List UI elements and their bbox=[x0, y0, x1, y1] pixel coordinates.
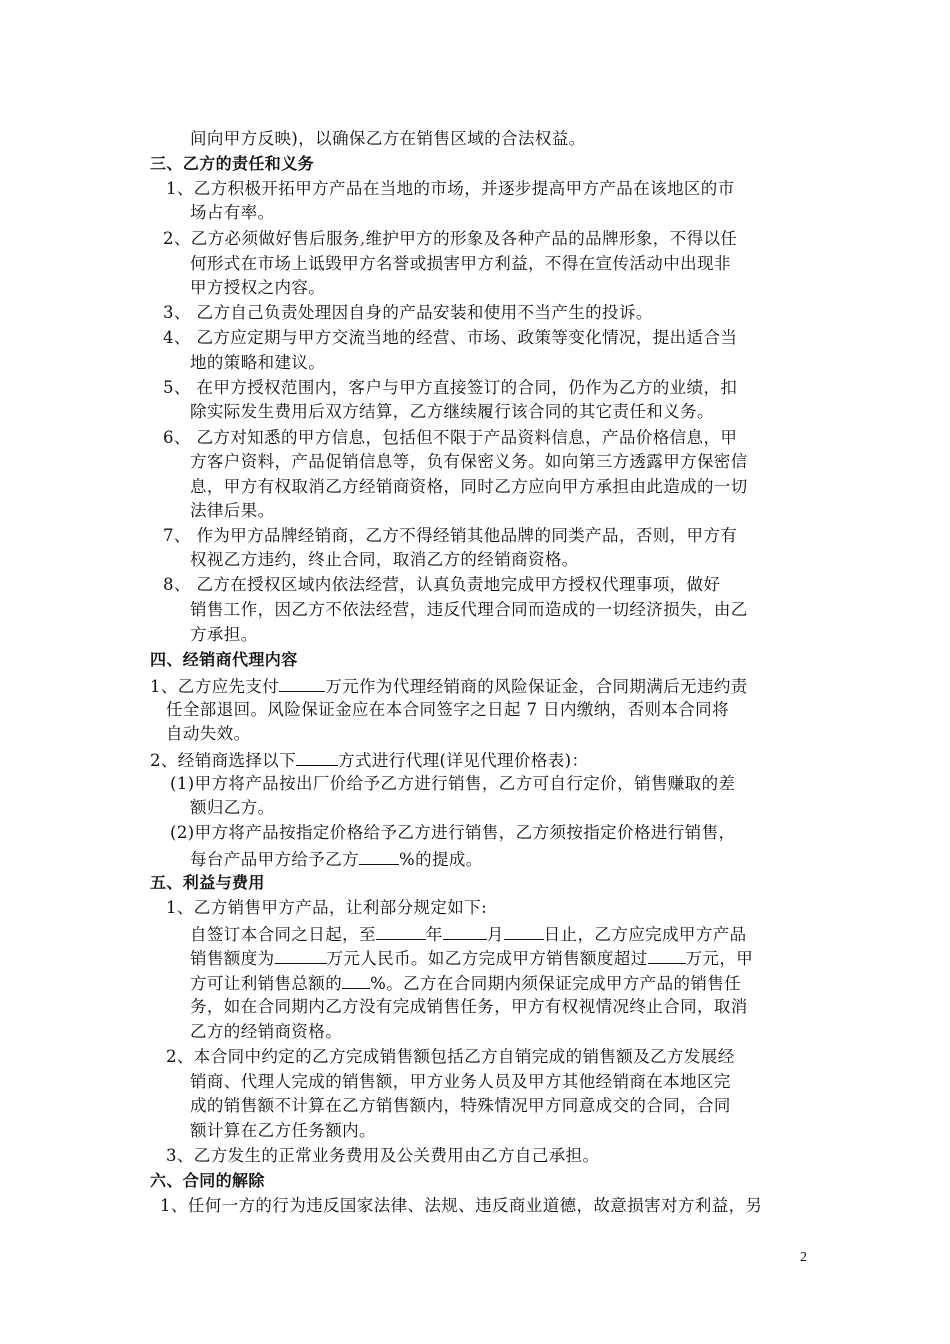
section-heading-3: 三、乙方的责任和义务 bbox=[150, 154, 315, 173]
text-span: 维护甲方的形象及各种产品的品牌形象，不得以任 bbox=[365, 229, 738, 248]
text-span: 2、乙方必须做好售后服务 bbox=[163, 229, 360, 248]
text-span: 万元作为代理经销商的风险保证金，合同期满后无违约责 bbox=[325, 677, 748, 696]
red-comma: , bbox=[359, 229, 366, 248]
text-line: (1)甲方将产品按出厂价给予乙方进行销售，乙方可自行定价，销售赚取的差 bbox=[170, 774, 736, 793]
text-line: 7、 作为甲方品牌经销商，乙方不得经销其他品牌的同类产品，否则，甲方有 bbox=[163, 526, 738, 545]
fill-in-blank bbox=[648, 946, 686, 964]
section-heading-4: 四、经销商代理内容 bbox=[150, 650, 298, 669]
fill-in-blank bbox=[296, 748, 338, 766]
text-line: 务，如在合同期内乙方没有完成销售任务，甲方有权视情况终止合同，取消 bbox=[190, 997, 748, 1016]
text-span: 万元，甲 bbox=[685, 949, 754, 968]
text-line: 额归乙方。 bbox=[190, 798, 275, 817]
text-line: 任全部退回。风险保证金应在本合同签字之日起 7 日内缴纳，否则本合同将 bbox=[166, 700, 729, 719]
text-span: 1、乙方应先支付 bbox=[150, 677, 280, 696]
text-line bbox=[190, 946, 753, 970]
fill-in-blank bbox=[504, 922, 544, 940]
text-line: 自动失效。 bbox=[166, 724, 251, 743]
text-line: 3、 乙方自己负责处理因自身的产品安装和使用不当产生的投诉。 bbox=[163, 303, 653, 322]
text-span: 方可让利销售总额的 bbox=[190, 974, 343, 993]
text-span: 2、经销商选择以下 bbox=[150, 751, 297, 770]
text-line: 2、本合同中约定的乙方完成销售额包括乙方自销完成的销售额及乙方发展经 bbox=[166, 1047, 735, 1066]
text-line: 方客户资料，产品促销信息等，负有保密义务。如向第三方透露甲方保密信 bbox=[190, 452, 748, 471]
text-span: %。乙方在合同期内须保证完成甲方产品的销售任 bbox=[370, 974, 742, 993]
fill-in-blank bbox=[376, 922, 426, 940]
text-line: 法律后果。 bbox=[190, 501, 275, 520]
text-span: 年 bbox=[425, 925, 443, 944]
fill-in-blank bbox=[275, 946, 327, 964]
text-line: 8、 乙方在授权区域内依法经营，认真负责地完成甲方授权代理事项，做好 bbox=[163, 575, 721, 594]
text-line: (2)甲方将产品按指定价格给予乙方进行销售，乙方须按指定价格进行销售， bbox=[170, 823, 736, 842]
text-span: 销售额度为 bbox=[190, 949, 275, 968]
section-heading-6: 六、合同的解除 bbox=[150, 1171, 265, 1190]
section-heading-5: 五、利益与费用 bbox=[150, 873, 265, 892]
text-line: 销商、代理人完成的销售额，甲方业务人员及甲方其他经销商在本地区完 bbox=[190, 1072, 731, 1091]
text-line: 4、 乙方应定期与甲方交流当地的经营、市场、政策等变化情况，提出适合当 bbox=[163, 328, 738, 347]
text-line bbox=[150, 674, 748, 698]
text-span: 方式进行代理(详见代理价格表)： bbox=[338, 751, 589, 770]
text-line: 甲方授权之内容。 bbox=[190, 278, 326, 297]
text-span: 万元人民币。如乙方完成甲方销售额度超过 bbox=[326, 949, 648, 968]
text-line: 何形式在市场上诋毁甲方名誉或损害甲方利益，不得在宣传活动中出现非 bbox=[190, 254, 731, 273]
text-line: 1、乙方销售甲方产品，让利部分规定如下: bbox=[166, 898, 488, 917]
text-line: 方承担。 bbox=[190, 625, 258, 644]
text-line: 地的策略和建议。 bbox=[190, 353, 326, 372]
text-line: 成的销售额不计算在乙方销售额内，特殊情况甲方同意成交的合同，合同 bbox=[190, 1096, 731, 1115]
text-line: 6、 乙方对知悉的甲方信息，包括但不限于产品资料信息，产品价格信息，甲 bbox=[163, 428, 738, 447]
text-line: 乙方的经销商资格。 bbox=[190, 1022, 343, 1041]
text-span: 月 bbox=[486, 925, 504, 944]
text-line: 5、 在甲方授权范围内，客户与甲方直接签订的合同，仍作为乙方的业绩，扣 bbox=[163, 378, 738, 397]
text-line: 1、任何一方的行为违反国家法律、法规、违反商业道德，故意损害对方利益，另 bbox=[160, 1196, 763, 1215]
fill-in-blank bbox=[279, 674, 325, 692]
text-span: 日止，乙方应完成甲方产品 bbox=[543, 925, 747, 944]
text-line: 除实际发生费用后双方结算，乙方继续履行该合同的其它责任和义务。 bbox=[190, 402, 714, 421]
text-span: 每台产品甲方给予乙方 bbox=[190, 850, 359, 869]
text-line: 1、乙方积极开拓甲方产品在当地的市场，并逐步提高甲方产品在该地区的市 bbox=[166, 179, 735, 198]
text-line bbox=[190, 922, 747, 946]
text-line: 权视乙方违约，终止合同，取消乙方的经销商资格。 bbox=[190, 550, 579, 569]
text-span: 自签订本合同之日起，至 bbox=[190, 925, 376, 944]
text-line: 场占有率。 bbox=[190, 203, 275, 222]
fill-in-blank bbox=[359, 847, 399, 865]
text-line: 额计算在乙方任务额内。 bbox=[190, 1121, 376, 1140]
fill-in-blank bbox=[443, 922, 487, 940]
text-span: %的提成。 bbox=[399, 850, 483, 869]
text-line: 息，甲方有权取消乙方经销商资格，同时乙方应向甲方承担由此造成的一切 bbox=[190, 477, 748, 496]
text-line bbox=[150, 748, 588, 772]
text-line: 销售工作，因乙方不依法经营，违反代理合同而造成的一切经济损失，由乙 bbox=[190, 600, 748, 619]
text-line bbox=[190, 847, 483, 871]
text-line: 3、乙方发生的正常业务费用及公关费用由乙方自己承担。 bbox=[166, 1146, 600, 1165]
text-line bbox=[190, 971, 741, 995]
page-number: 2 bbox=[800, 1250, 807, 1265]
text-line: 间向甲方反映)，以确保乙方在销售区域的合法权益。 bbox=[190, 129, 586, 148]
text-line bbox=[163, 228, 737, 250]
fill-in-blank bbox=[342, 971, 370, 989]
